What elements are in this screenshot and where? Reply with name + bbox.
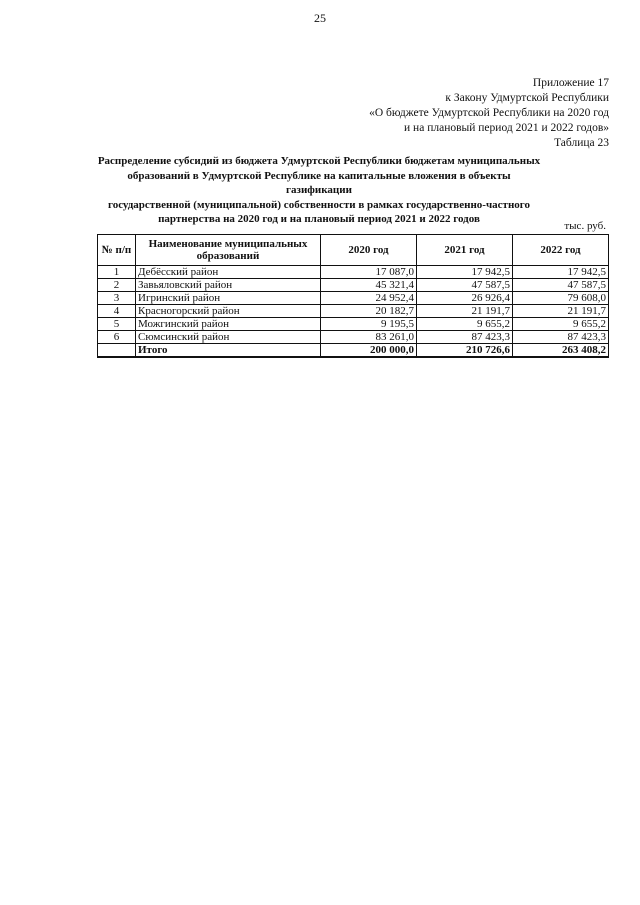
cell-2020: 83 261,0 bbox=[321, 331, 417, 344]
cell-2020: 20 182,7 bbox=[321, 305, 417, 318]
table-header-row bbox=[98, 235, 609, 266]
cell-num: 3 bbox=[98, 292, 136, 305]
total-2020: 200 000,0 bbox=[321, 344, 417, 358]
table-row bbox=[98, 305, 609, 318]
cell-2022: 9 655,2 bbox=[513, 318, 609, 331]
appendix-line: и на плановый период 2021 и 2022 годов» bbox=[404, 122, 609, 134]
cell-2022: 17 942,5 bbox=[513, 266, 609, 279]
title-line: партнерства на 2020 год и на плановый период 2021 и 2022 годов bbox=[158, 213, 480, 225]
header-name: Наименование муниципальных образований bbox=[136, 235, 321, 266]
table-row bbox=[98, 266, 609, 279]
header-num: № п/п bbox=[98, 235, 136, 266]
table-row bbox=[98, 331, 609, 344]
cell-name: Можгинский район bbox=[136, 318, 321, 331]
total-label: Итого bbox=[136, 344, 321, 358]
table-row bbox=[98, 292, 609, 305]
units-label: тыс. руб. bbox=[564, 220, 606, 232]
cell-2020: 17 087,0 bbox=[321, 266, 417, 279]
cell-2021: 26 926,4 bbox=[417, 292, 513, 305]
total-num bbox=[98, 344, 136, 358]
cell-2022: 87 423,3 bbox=[513, 331, 609, 344]
cell-name: Сюмсинский район bbox=[136, 331, 321, 344]
cell-2021: 47 587,5 bbox=[417, 279, 513, 292]
cell-num: 6 bbox=[98, 331, 136, 344]
cell-2020: 9 195,5 bbox=[321, 318, 417, 331]
page-number: 25 bbox=[314, 11, 326, 25]
cell-num: 2 bbox=[98, 279, 136, 292]
cell-num: 4 bbox=[98, 305, 136, 318]
total-2022: 263 408,2 bbox=[513, 344, 609, 358]
cell-2021: 21 191,7 bbox=[417, 305, 513, 318]
title-line: государственной (муниципальной) собственности в рамках государственно-частного bbox=[107, 198, 531, 211]
cell-2022: 47 587,5 bbox=[513, 279, 609, 292]
table-row bbox=[98, 318, 609, 331]
cell-name: Дебёсский район bbox=[136, 266, 321, 279]
appendix-line: Приложение 17 bbox=[532, 77, 609, 89]
cell-name: Игринский район bbox=[136, 292, 321, 305]
appendix-header bbox=[369, 76, 609, 151]
cell-2022: 21 191,7 bbox=[513, 305, 609, 318]
cell-num: 1 bbox=[98, 266, 136, 279]
title-line: Распределение субсидий из бюджета Удмуртской Республики бюджетам муниципальных bbox=[97, 155, 541, 167]
appendix-line: «О бюджете Удмуртской Республики на 2020 год bbox=[369, 107, 609, 119]
table-number: Таблица 23 bbox=[554, 137, 609, 149]
cell-2021: 87 423,3 bbox=[417, 331, 513, 344]
cell-2020: 24 952,4 bbox=[321, 292, 417, 305]
header-2021: 2021 год bbox=[417, 235, 513, 266]
cell-name: Красногорский район bbox=[136, 305, 321, 318]
cell-name: Завьяловский район bbox=[136, 279, 321, 292]
title-line: образований в Удмуртской Республике на капитальные вложения в объекты газификации bbox=[127, 169, 511, 196]
cell-2021: 9 655,2 bbox=[417, 318, 513, 331]
cell-2022: 79 608,0 bbox=[513, 292, 609, 305]
cell-2020: 45 321,4 bbox=[321, 279, 417, 292]
cell-num: 5 bbox=[98, 318, 136, 331]
total-row bbox=[98, 344, 609, 358]
header-2020: 2020 год bbox=[321, 235, 417, 266]
total-2021: 210 726,6 bbox=[417, 344, 513, 358]
subsidy-table bbox=[97, 234, 609, 358]
header-2022: 2022 год bbox=[513, 235, 609, 266]
table-row bbox=[98, 279, 609, 292]
cell-2021: 17 942,5 bbox=[417, 266, 513, 279]
document-title bbox=[96, 154, 542, 227]
appendix-line: к Закону Удмуртской Республики bbox=[445, 92, 609, 104]
